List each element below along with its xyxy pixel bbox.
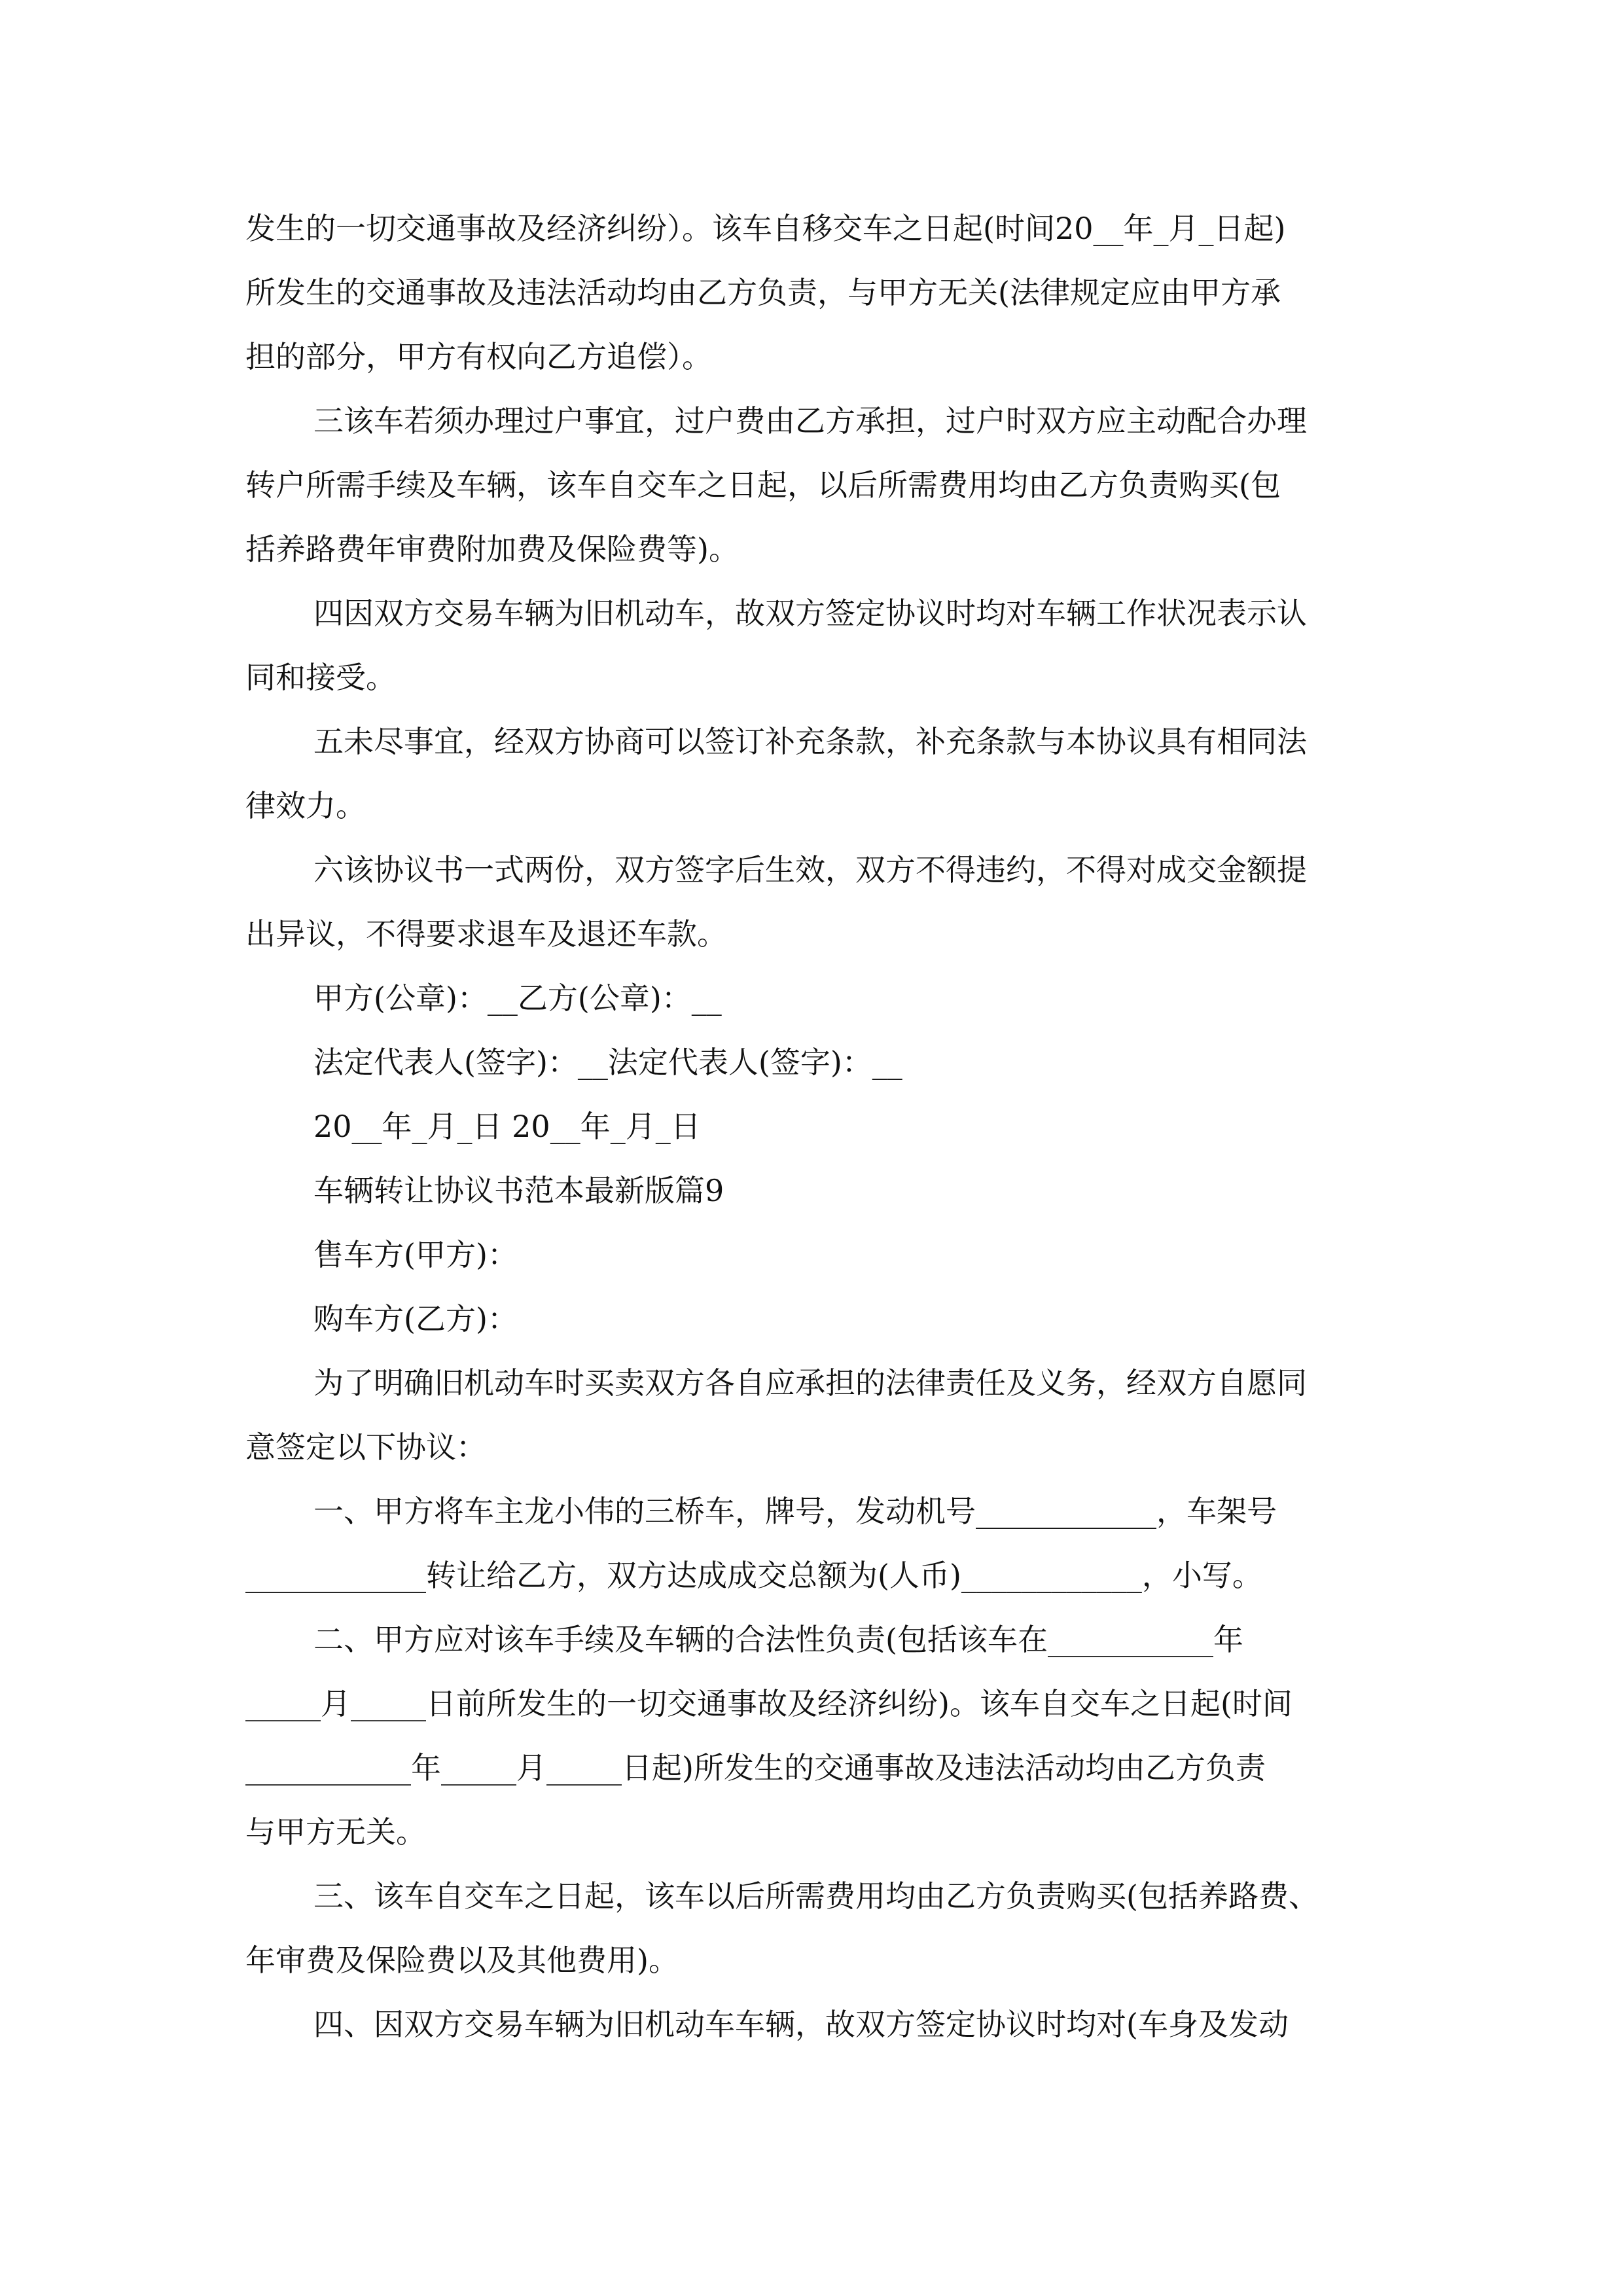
- text-line: 年审费及保险费以及其他费用)。: [245, 1943, 679, 1978]
- text-line: 意签定以下协议：: [245, 1429, 486, 1465]
- signature-representative-line: 法定代表人(签字)：__法定代表人(签字)：__: [313, 1045, 902, 1080]
- text-line: 转户所需手续及车辆，该车自交车之日起，以后所需费用均由乙方负责购买(包: [245, 467, 1281, 503]
- text-line: 所发生的交通事故及违法活动均由乙方负责，与甲方无关(法律规定应由甲方承: [245, 275, 1281, 310]
- signature-party-line: 甲方(公章)：__乙方(公章)：__: [313, 980, 722, 1016]
- text-line: ____________转让给乙方，双方达成成交总额为(人币)____________，小写。: [245, 1558, 1262, 1593]
- text-line: 律效力。: [245, 788, 366, 823]
- signature-date-line: 20__年_月_日 20__年_月_日: [313, 1109, 701, 1144]
- text-line: 二、甲方应对该车手续及车辆的合法性负责(包括该车在___________年: [313, 1622, 1243, 1657]
- text-line: 同和接受。: [245, 660, 396, 695]
- text-line: 一、甲方将车主龙小伟的三桥车，牌号，发动机号____________，车架号: [313, 1494, 1277, 1529]
- text-line: 与甲方无关。: [245, 1814, 426, 1850]
- text-line: ___________年_____月_____日起)所发生的交通事故及违法活动均由乙方负责: [245, 1750, 1266, 1785]
- text-line: 四因双方交易车辆为旧机动车，故双方签定协议时均对车辆工作状况表示认: [313, 596, 1307, 631]
- text-line: 担的部分，甲方有权向乙方追偿）。: [245, 339, 712, 374]
- text-line: 四、因双方交易车辆为旧机动车车辆，故双方签定协议时均对(车身及发动: [313, 2007, 1289, 2042]
- document-page: [245, 196, 1378, 2056]
- text-line: 为了明确旧机动车时买卖双方各自应承担的法律责任及义务，经双方自愿同: [313, 1365, 1307, 1401]
- text-line: 六该协议书一式两份，双方签字后生效，双方不得违约，不得对成交金额提: [313, 852, 1307, 888]
- buyer-line: 购车方(乙方)：: [313, 1301, 518, 1336]
- text-line: 三、该车自交车之日起，该车以后所需费用均由乙方负责购买(包括养路费、: [313, 1878, 1319, 1914]
- text-line: 五未尽事宜，经双方协商可以签订补充条款，补充条款与本协议具有相同法: [313, 724, 1307, 759]
- text-line: 括养路费年审费附加费及保险费等)。: [245, 531, 739, 567]
- text-line: 出异议，不得要求退车及退还车款。: [245, 916, 727, 952]
- text-line: 发生的一切交通事故及经济纠纷）。该车自移交车之日起(时间20__年_月_日起): [245, 211, 1286, 246]
- text-line: _____月_____日前所发生的一切交通事故及经济纠纷)。该车自交车之日起(时间: [245, 1686, 1293, 1721]
- seller-line: 售车方(甲方)：: [313, 1237, 518, 1272]
- text-line: 三该车若须办理过户事宜，过户费由乙方承担，过户时双方应主动配合办理: [313, 403, 1307, 439]
- section-title: 车辆转让协议书范本最新版篇9: [313, 1173, 724, 1208]
